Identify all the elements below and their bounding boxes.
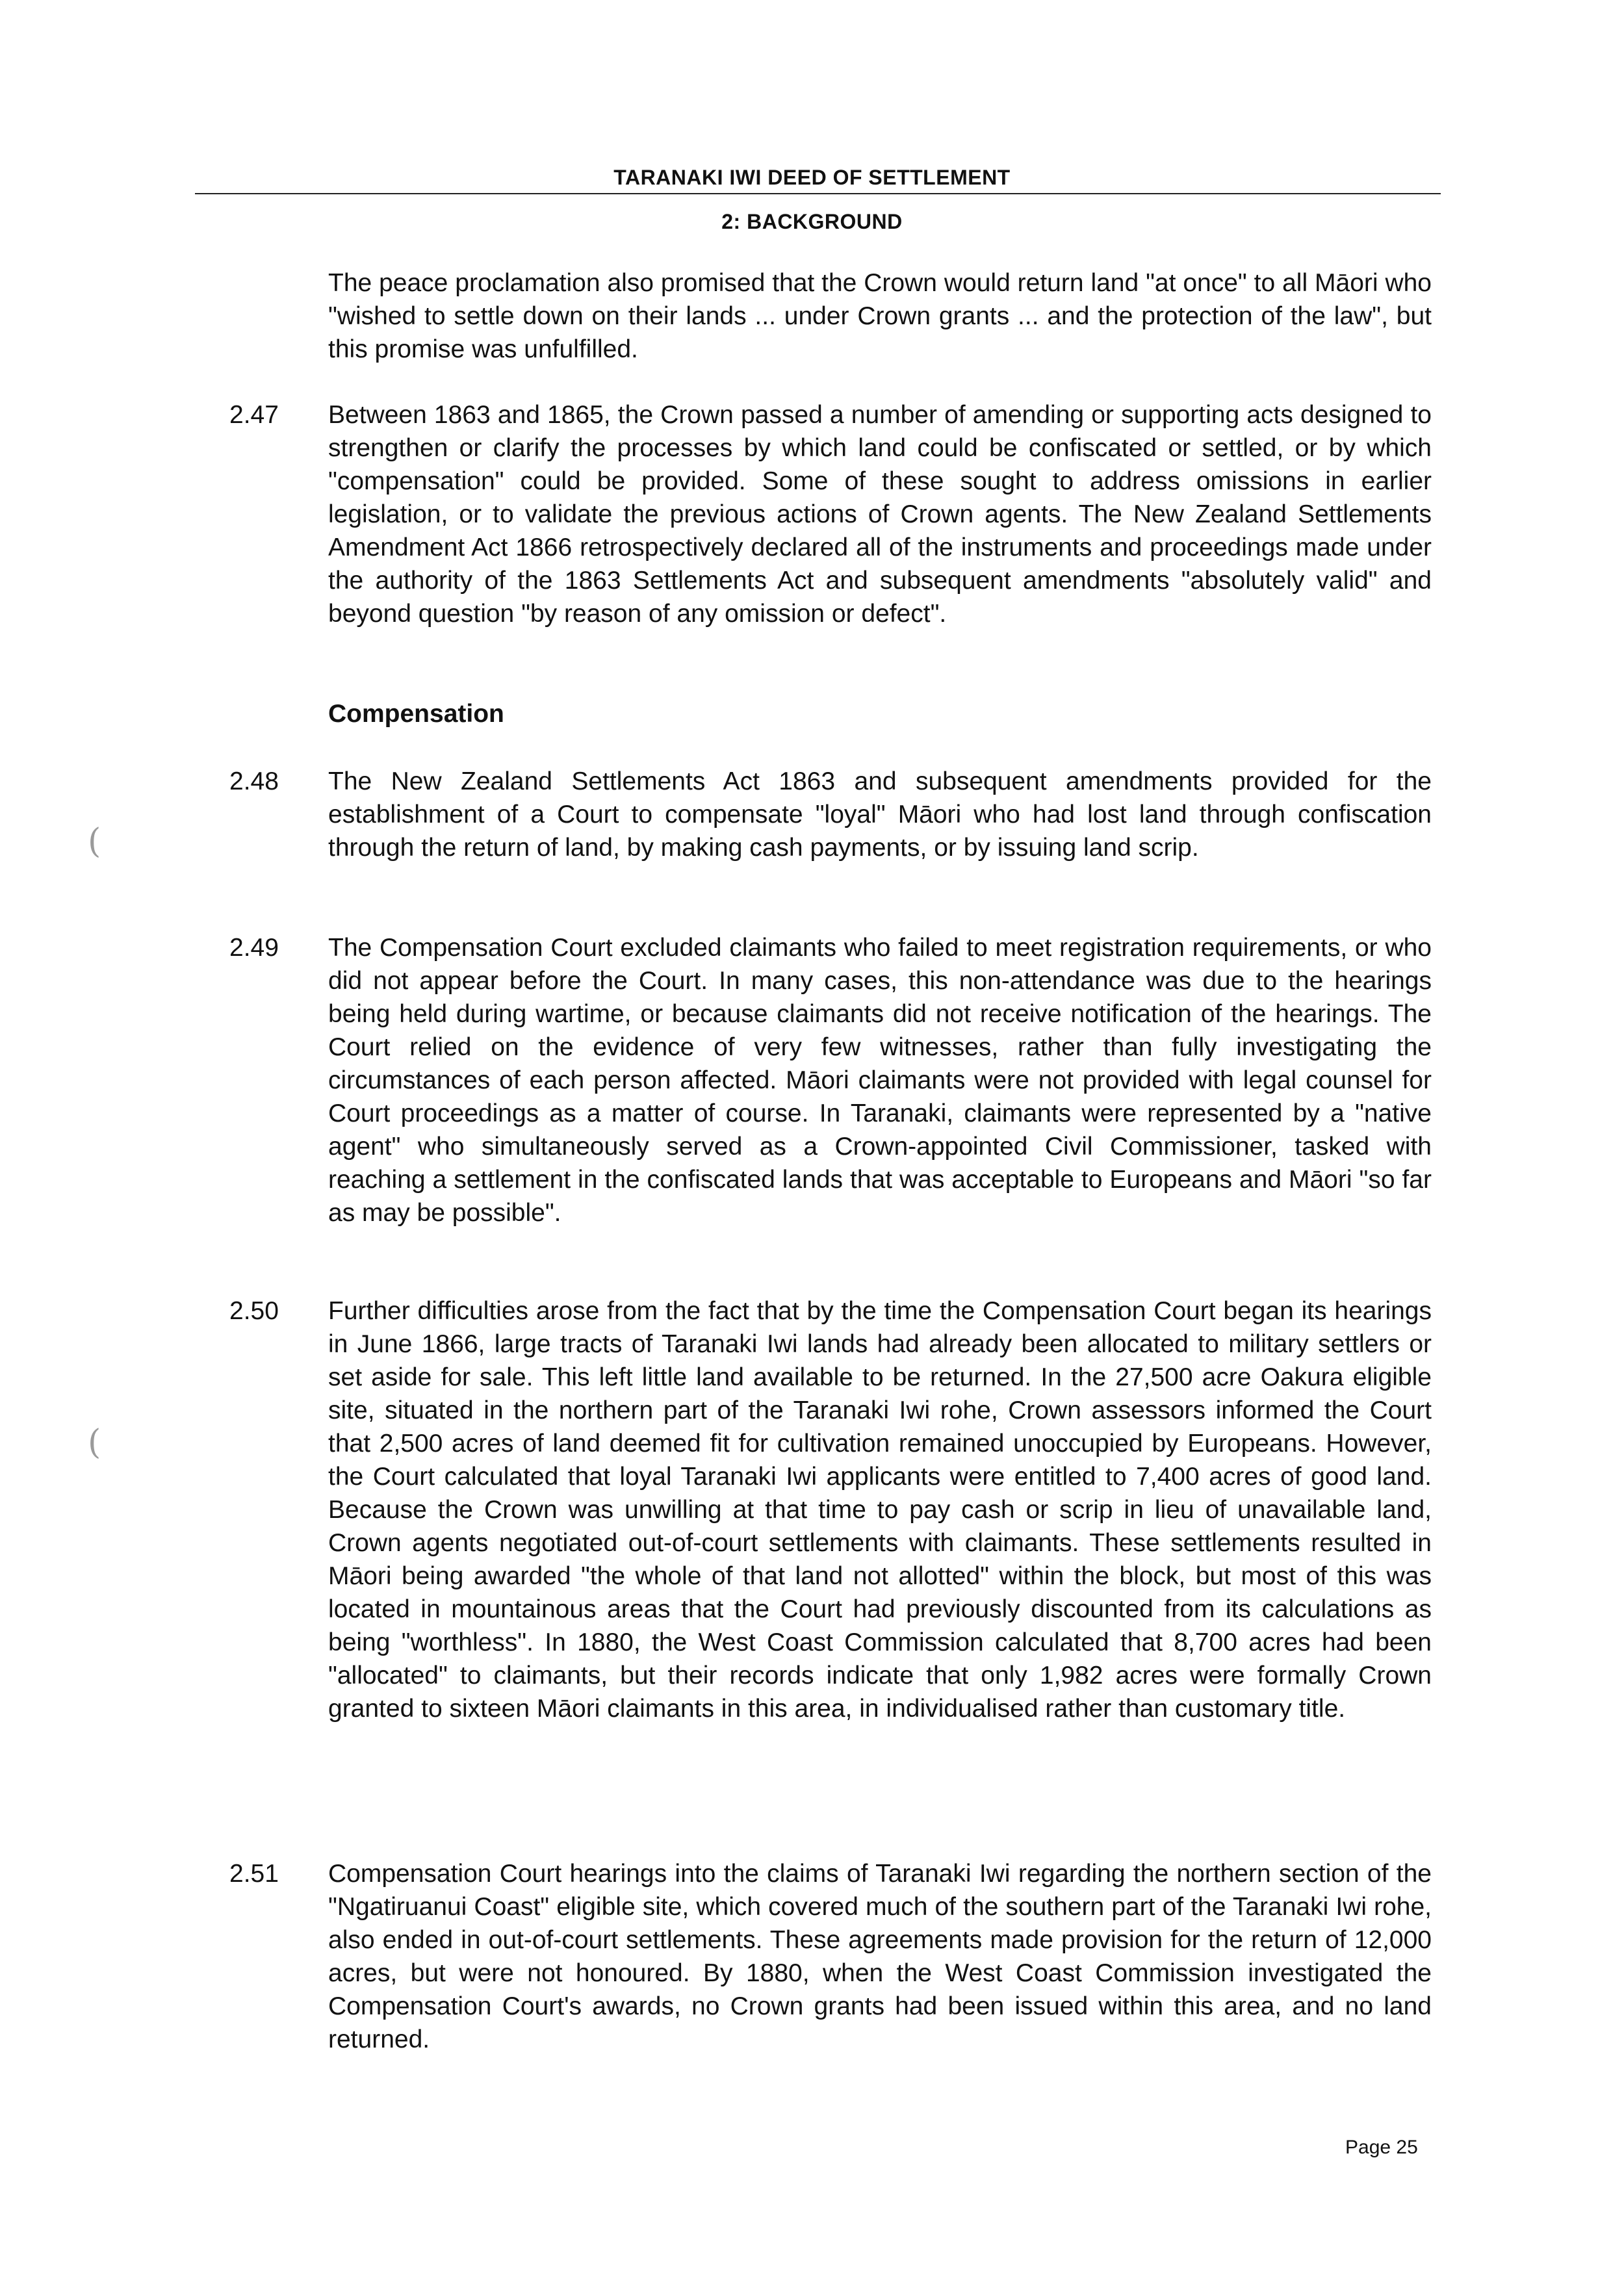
paragraph-number-2-48: 2.48 bbox=[229, 767, 279, 795]
margin-punch-mark: ( bbox=[88, 1423, 101, 1462]
document-title: TARANAKI IWI DEED OF SETTLEMENT bbox=[613, 166, 1011, 189]
paragraph-number-2-51: 2.51 bbox=[229, 1860, 279, 1888]
paragraph-number-2-50: 2.50 bbox=[229, 1297, 279, 1325]
paragraph-2-47: Between 1863 and 1865, the Crown passed a number of amending or supporting acts designed to strengthen or clarify the processes by which land could be confiscated or settled, or by which "compensation" could be provided. Some of these sought to address omissions in earlier legislation, or to validate the previous actions of Crown agents. The New Zealand Settlements Amendment Act 1866 retrospectively declared all of the instruments and proceedings made under the authority of the 1863 Settlements Act and subsequent amendments "absolutely valid" and beyond question "by reason of any omission or defect". bbox=[328, 401, 1432, 628]
paragraph-2-48: The New Zealand Settlements Act 1863 and subsequent amendments provided for the establishment of a Court to compensate "loyal" Māori who had lost land through confiscation through the return of land, by making cash payments, or by issuing land scrip. bbox=[328, 767, 1432, 862]
page-number: Page 25 bbox=[1345, 2137, 1418, 2158]
paragraph-2-50: Further difficulties arose from the fact that by the time the Compensation Court began its hearings in June 1866, large tracts of Taranaki Iwi lands had already been allocated to military settlers or set aside for sale. This left little land available to be returned. In the 27,500 acre Oakura eligible site, situated in the northern part of the Taranaki Iwi rohe, Crown assessors informed the Court that 2,500 acres of land deemed fit for cultivation remained unoccupied by Europeans. However, the Court calculated that loyal Taranaki Iwi applicants were entitled to 7,400 acres of good land. Because the Crown was unwilling at that time to pay cash or scrip in lieu of unavailable land, Crown agents negotiated out-of-court settlements with claimants. These settlements resulted in Māori being awarded "the whole of that land not allotted" within the block, but most of this was located in mountainous areas that the Court had previously discounted from its calculations as being "worthless". In 1880, the West Coast Commission calculated that 8,700 acres had been "allocated" to claimants, but their records indicate that only 1,982 acres were formally Crown granted to sixteen Māori claimants in this area, in individualised rather than customary title. bbox=[328, 1297, 1432, 1723]
section-title: 2: BACKGROUND bbox=[721, 210, 903, 233]
subheading-compensation: Compensation bbox=[328, 700, 504, 728]
paragraph-number-2-49: 2.49 bbox=[229, 934, 279, 962]
margin-punch-mark: ( bbox=[88, 822, 101, 861]
paragraph-2-51: Compensation Court hearings into the claims of Taranaki Iwi regarding the northern section of the "Ngatiruanui Coast" eligible site, which covered much of the southern part of the Taranaki Iwi rohe, also ended in out-of-court settlements. These agreements made provision for the return of 12,000 acres, but were not honoured. By 1880, when the West Coast Commission investigated the Compensation Court's awards, no Crown grants had been issued within this area, and no land returned. bbox=[328, 1860, 1432, 2053]
paragraph-number-2-47: 2.47 bbox=[229, 401, 279, 429]
header-divider bbox=[195, 193, 1441, 194]
paragraph-2-49: The Compensation Court excluded claimants who failed to meet registration requirements, or who did not appear before the Court. In many cases, this non-attendance was due to the hearings being held during wartime, or because claimants did not receive notification of the hearings. The Court relied on the evidence of very few witnesses, rather than fully investigating the circumstances of each person affected. Māori claimants were not provided with legal counsel for Court proceedings as a matter of course. In Taranaki, claimants were represented by a "native agent" who simultaneously served as a Crown-appointed Civil Commissioner, tasked with reaching a settlement in the confiscated lands that was acceptable to Europeans and Māori "so far as may be possible". bbox=[328, 934, 1432, 1227]
intro-paragraph: The peace proclamation also promised that the Crown would return land "at once" to all Māori who "wished to settle down on their lands ... under Crown grants ... and the protection of the law", but this promise was unfulfilled. bbox=[328, 269, 1432, 363]
